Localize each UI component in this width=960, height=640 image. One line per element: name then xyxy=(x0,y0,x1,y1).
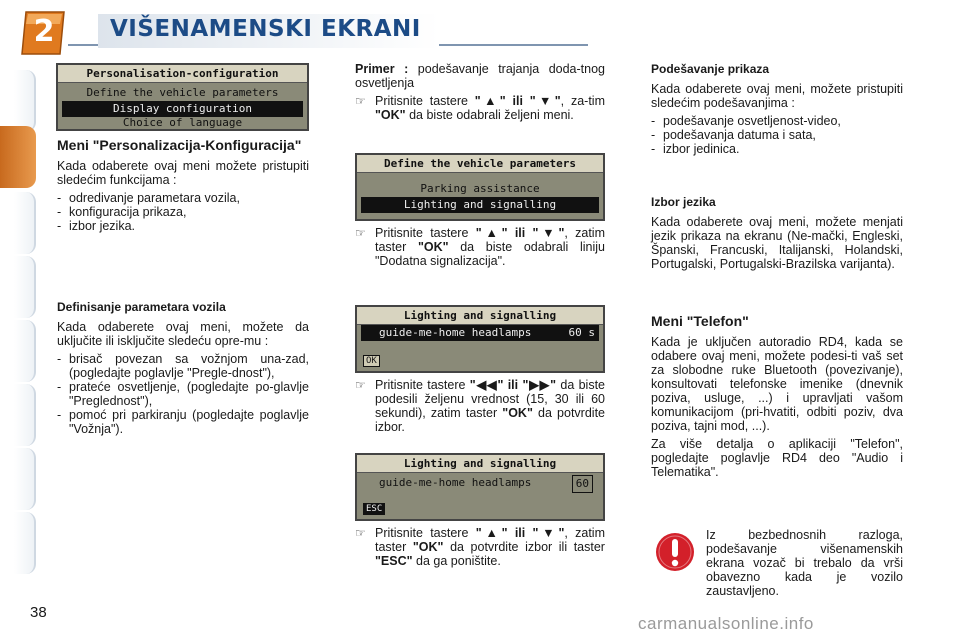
warning-text: Iz bezbednosnih razloga, podešavanje višenamenskih ekrana vozač bi trebalo da vrši obavezno kada je vozilo zaustavljeno. xyxy=(706,528,903,598)
chapter-tab[interactable] xyxy=(14,512,36,574)
list-item: - prateće osvetljenje, (pogledajte po-glavlje "Preglednost"), xyxy=(57,380,309,408)
screen-title: Lighting and signalling xyxy=(357,307,603,325)
list-item: - pomoć pri parkiranju (pogledajte poglavlje "Vožnja"). xyxy=(57,408,309,436)
display-title: Podešavanje prikaza xyxy=(651,62,770,76)
chapter-tab[interactable] xyxy=(14,192,36,254)
list-item: - izbor jezika. xyxy=(57,219,135,233)
chapter-tab-active[interactable] xyxy=(0,126,36,188)
screen-row-selected: Lighting and signalling xyxy=(361,197,599,213)
telephone-title: Meni "Telefon" xyxy=(651,313,749,329)
screen-ok-key: OK xyxy=(363,355,380,367)
screen-title: Define the vehicle parameters xyxy=(357,155,603,173)
primer-text: podešavanje trajanja doda-tnog osvetljenja xyxy=(355,62,605,90)
screen-esc-key: ESC xyxy=(363,503,385,515)
screen-title: Lighting and signalling xyxy=(357,455,603,473)
chapter-tab[interactable] xyxy=(14,256,36,318)
col2-primer xyxy=(355,62,605,122)
pointing-hand-icon: ☞ xyxy=(355,526,366,540)
pointing-hand-icon: ☞ xyxy=(355,378,366,392)
display-screenshot-lighting-2 xyxy=(355,453,605,521)
col1-def-section xyxy=(57,300,309,436)
screen-title: Personalisation-configuration xyxy=(58,65,307,83)
list-item: - brisač povezan sa vožnjom una-zad, (pogledajte poglavlje "Pregle-dnost"), xyxy=(57,352,309,380)
list-item: - podešavanje osvetljenost-video, xyxy=(651,114,841,128)
watermark: carmanualsonline.info xyxy=(638,614,814,633)
page-number: 38 xyxy=(30,604,47,621)
pointing-hand-icon: ☞ xyxy=(355,226,366,240)
chapter-tab[interactable] xyxy=(14,320,36,382)
step-4: ☞ Pritisnite tastere "▲" ili "▼", zatim taster "OK" da potvrdite izbor ili taster "ESC" da ga poništite. xyxy=(355,526,605,568)
display-screenshot-vehicle-params xyxy=(355,153,605,221)
primer-label: Primer : xyxy=(355,62,409,76)
chapter-tab[interactable] xyxy=(14,448,36,510)
screen-row-selected: guide-me-home headlamps xyxy=(361,325,599,341)
def-title: Definisanje parametara vozila xyxy=(57,300,226,314)
def-intro: Kada odaberete ovaj meni, možete da uključite ili isključite sledeću opre-mu : xyxy=(57,320,309,348)
menu-title: Meni "Personalizacija-Konfiguracija" xyxy=(57,137,302,153)
list-item: - konfiguracija prikaza, xyxy=(57,205,187,219)
menu-intro: Kada odaberete ovaj meni možete pristupiti sledećim funkcijama : xyxy=(57,159,309,187)
display-intro: Kada odaberete ovaj meni, možete pristupiti sledećim podešavanjima : xyxy=(651,82,903,110)
display-screenshot-personalisation xyxy=(56,63,309,131)
step-1: ☞ Pritisnite tastere "▲" ili "▼", za-tim "OK" da biste odabrali željeni meni. xyxy=(355,94,605,122)
screen-value: 60 s xyxy=(568,326,595,339)
col1-menu-section xyxy=(57,137,309,233)
chapter-number: 2 xyxy=(33,14,55,49)
screen-row: Define the vehicle parameters xyxy=(86,86,279,99)
col3-telephone-section xyxy=(651,313,903,483)
col3-display-section xyxy=(651,62,903,156)
display-screenshot-lighting-1 xyxy=(355,305,605,373)
screen-row-selected: Display configuration xyxy=(62,101,303,117)
chapter-tab[interactable] xyxy=(14,384,36,446)
list-item: - odredivanje parametara vozila, xyxy=(57,191,240,205)
telephone-text-2: Za više detalja o aplikaciji "Telefon", pogledajte poglavlje RD4 deo "Audio i Telematika". xyxy=(651,437,903,479)
pointing-hand-icon: ☞ xyxy=(355,94,366,108)
screen-row: guide-me-home headlamps xyxy=(379,476,532,489)
chapter-tab[interactable] xyxy=(14,70,36,132)
screen-row: Choice of language xyxy=(122,116,243,129)
col3-language-section xyxy=(651,195,903,275)
warning-icon xyxy=(655,532,695,572)
step-3: ☞ Pritisnite tastere "◀◀" ili "▶▶" da biste podesili željenu vrednost (15, 30 ili 60 sekundi), zatim taster "OK" da potvrdite izbor. xyxy=(355,378,606,434)
step-2: ☞ Pritisnite tastere "▲" ili "▼", zatim taster "OK" da biste odabrali liniju "Dodatna signalizacija". xyxy=(355,226,605,268)
page-title: VIŠENAMENSKI EKRANI xyxy=(98,14,439,48)
list-item: - izbor jedinica. xyxy=(651,142,740,156)
language-title: Izbor jezika xyxy=(651,195,716,209)
language-text: Kada odaberete ovaj meni, možete menjati jezik prikaza na ekranu (Ne-mački, Engleski, Španski, Francuski, Italijanski, Holandski, Portugalski, Portugalski-Brazilska varijanta). xyxy=(651,215,903,271)
screen-value: 60 xyxy=(572,475,593,493)
telephone-text-1: Kada je uključen autoradio RD4, kada se odabere ovaj meni, možete podesi-ti vaš set za slobodne ruke Bluetooth (povezivanje), konsultovati telefonske imenike (dnevnik poziva, usluge, ...) i upravljati vašom komunikacijom (pri-hvatiti, odbiti poziv, dva poziva, tajni mod, ...). xyxy=(651,335,903,433)
chapter-tabs xyxy=(0,60,36,580)
screen-row: Parking assistance xyxy=(420,182,540,195)
list-item: - podešavanja datuma i sata, xyxy=(651,128,816,142)
